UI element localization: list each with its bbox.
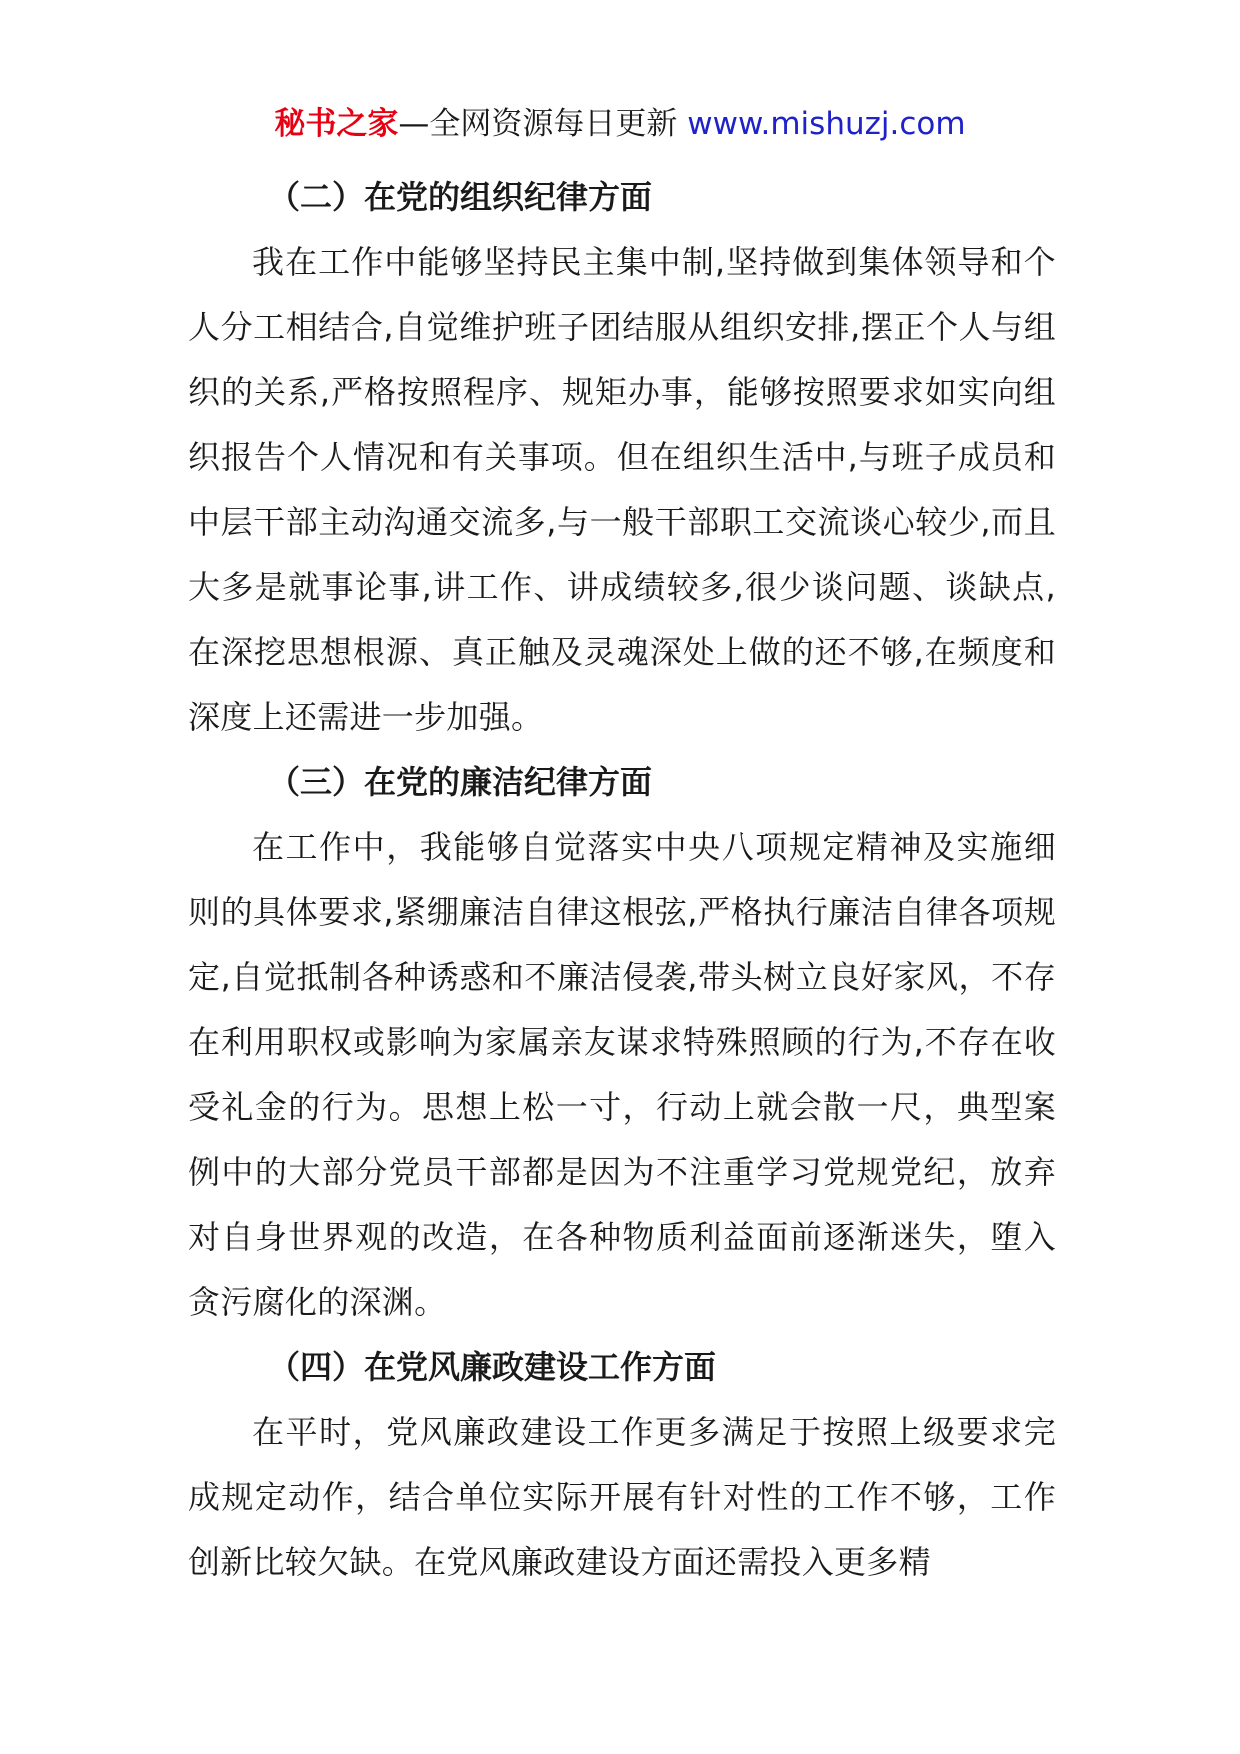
brand-name: 秘书之家 (274, 106, 399, 142)
section-heading-integrity-discipline: （三）在党的廉洁纪律方面 (268, 763, 653, 801)
site-url: www.mishuzj.com (687, 106, 966, 142)
paragraph-clean-government: 在平时，党风廉政建设工作更多满足于按照上级要求完成规定动作，结合单位实际开展有针对性的工作不够，工作创新比较欠缺。在党风廉政建设方面还需投入更多精 (188, 1413, 1056, 1581)
document-body (188, 165, 1056, 1595)
section-heading-clean-government: （四）在党风廉政建设工作方面 (268, 1348, 717, 1386)
brand-tagline: —全网资源每日更新 (398, 106, 688, 142)
section-heading-organization-discipline: （二）在党的组织纪律方面 (268, 178, 653, 216)
paragraph-integrity-discipline: 在工作中，我能够自觉落实中央八项规定精神及实施细则的具体要求,紧绷廉洁自律这根弦,严格执行廉洁自律各项规定,自觉抵制各种诱惑和不廉洁侵袭,带头树立良好家风，不存在利用职权或影响为家属亲友谋求特殊照顾的行为,不存在收受礼金的行为。思想上松一寸，行动上就会散一尺，典型案例中的大部分党员干部都是因为不注重学习党规党纪，放弃对自身世界观的改造，在各种物质利益面前逐渐迷失，堕入贪污腐化的深渊。 (188, 828, 1056, 1321)
paragraph-organization-discipline: 我在工作中能够坚持民主集中制,坚持做到集体领导和个人分工相结合,自觉维护班子团结服从组织安排,摆正个人与组织的关系,严格按照程序、规矩办事，能够按照要求如实向组织报告个人情况和有关事项。但在组织生活中,与班子成员和中层干部主动沟通交流多,与一般干部职工交流谈心较少,而且大多是就事论事,讲工作、讲成绩较多,很少谈问题、谈缺点,在深挖思想根源、真正触及灵魂深处上做的还不够,在频度和深度上还需进一步加强。 (188, 243, 1056, 736)
site-watermark-header (0, 102, 1240, 146)
